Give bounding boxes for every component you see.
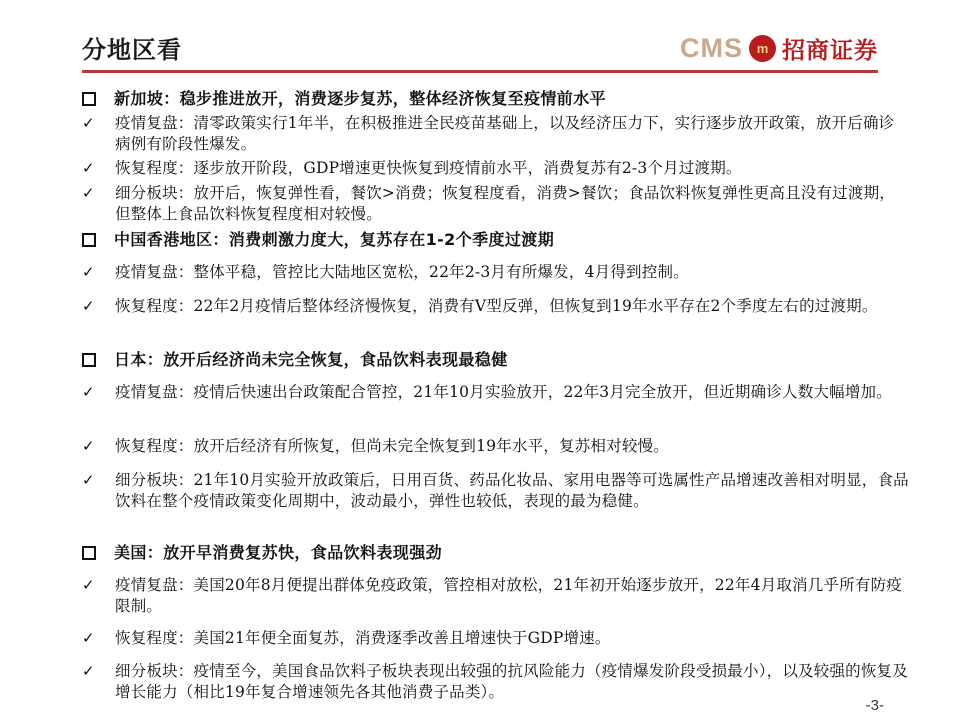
section-heading-usa bbox=[82, 542, 910, 563]
bullet-text: 疫情复盘：美国20年8月便提出群体免疫政策，管控相对放松，21年初开始逐步放开，22年4月取消几乎所有防疫限制。 bbox=[115, 576, 902, 615]
checkmark-icon: ✓ bbox=[82, 297, 95, 315]
header-divider bbox=[82, 70, 878, 73]
bullet-item bbox=[82, 470, 910, 511]
checkmark-icon: ✓ bbox=[82, 576, 95, 594]
bullet-text: 疫情复盘：疫情后快速出台政策配合管控，21年10月实验放开，22年3月完全放开，但近期确诊人数大幅增加。 bbox=[115, 383, 892, 401]
bullet-item bbox=[82, 183, 910, 224]
checkmark-icon: ✓ bbox=[82, 184, 95, 202]
checkmark-icon: ✓ bbox=[82, 263, 95, 281]
bullet-item bbox=[82, 262, 910, 283]
bullet-item bbox=[82, 575, 910, 616]
checkmark-icon: ✓ bbox=[82, 471, 95, 489]
checkmark-icon: ✓ bbox=[82, 662, 95, 680]
logo-mark-icon: m bbox=[749, 35, 776, 62]
section-heading-hong-kong bbox=[82, 229, 910, 250]
bullet-text: 恢复程度：放开后经济有所恢复，但尚未完全恢复到19年水平，复苏相对较慢。 bbox=[115, 437, 669, 455]
bullet-text: 恢复程度：美国21年便全面复苏，消费逐季改善且增速快于GDP增速。 bbox=[115, 629, 611, 647]
square-bullet-icon bbox=[82, 92, 96, 106]
bullet-text: 细分板块：21年10月实验开放政策后，日用百货、药品化妆品、家用电器等可选属性产品增速改善相对明显，食品饮料在整个疫情政策变化周期中，波动最小，弹性也较低，表现的最为稳健。 bbox=[115, 471, 909, 510]
bullet-item bbox=[82, 113, 910, 154]
bullet-text: 细分板块：疫情至今，美国食品饮料子板块表现出较强的抗风险能力（疫情爆发阶段受损最小），以及较强的恢复及增长能力（相比19年复合增速领先各其他消费子品类）。 bbox=[115, 662, 908, 701]
checkmark-icon: ✓ bbox=[82, 437, 95, 455]
checkmark-icon: ✓ bbox=[82, 114, 95, 132]
square-bullet-icon bbox=[82, 233, 96, 247]
section-heading-japan bbox=[82, 349, 910, 370]
bullet-item bbox=[82, 158, 910, 179]
page-title: 分地区看 bbox=[82, 36, 182, 64]
section-heading-text: 中国香港地区：消费刺激力度大，复苏存在1-2个季度过渡期 bbox=[114, 230, 555, 249]
page-number: -3- bbox=[865, 697, 884, 714]
logo-latin-text: CMS bbox=[680, 32, 743, 63]
square-bullet-icon bbox=[82, 353, 96, 367]
square-bullet-icon bbox=[82, 546, 96, 560]
bullet-item bbox=[82, 628, 910, 649]
logo-chinese-text: 招商证券 bbox=[782, 37, 878, 64]
bullet-text: 恢复程度：逐步放开阶段，GDP增速更快恢复到疫情前水平，消费复苏有2-3个月过渡期。 bbox=[115, 159, 742, 177]
checkmark-icon: ✓ bbox=[82, 383, 95, 401]
bullet-item bbox=[82, 382, 910, 403]
section-heading-singapore bbox=[82, 88, 910, 109]
section-heading-text: 日本：放开后经济尚未完全恢复，食品饮料表现最稳健 bbox=[114, 350, 508, 369]
bullet-item bbox=[82, 661, 910, 702]
bullet-text: 疫情复盘：整体平稳，管控比大陆地区宽松，22年2-3月有所爆发，4月得到控制。 bbox=[115, 263, 689, 281]
checkmark-icon: ✓ bbox=[82, 159, 95, 177]
bullet-item bbox=[82, 436, 910, 457]
bullet-text: 恢复程度：22年2月疫情后整体经济慢恢复，消费有V型反弹，但恢复到19年水平存在2个季度左右的过渡期。 bbox=[115, 297, 878, 315]
bullet-text: 细分板块：放开后，恢复弹性看，餐饮>消费；恢复程度看，消费>餐饮；食品饮料恢复弹性更高且没有过渡期，但整体上食品饮料恢复程度相对较慢。 bbox=[115, 184, 895, 223]
section-heading-text: 新加坡：稳步推进放开，消费逐步复苏，整体经济恢复至疫情前水平 bbox=[114, 89, 607, 108]
brand-logo bbox=[680, 32, 878, 64]
checkmark-icon: ✓ bbox=[82, 629, 95, 647]
section-heading-text: 美国：放开早消费复苏快，食品饮料表现强劲 bbox=[114, 543, 443, 562]
bullet-text: 疫情复盘：清零政策实行1年半，在积极推进全民疫苗基础上，以及经济压力下，实行逐步放开政策，放开后确诊病例有阶段性爆发。 bbox=[115, 114, 895, 153]
bullet-item bbox=[82, 296, 910, 317]
